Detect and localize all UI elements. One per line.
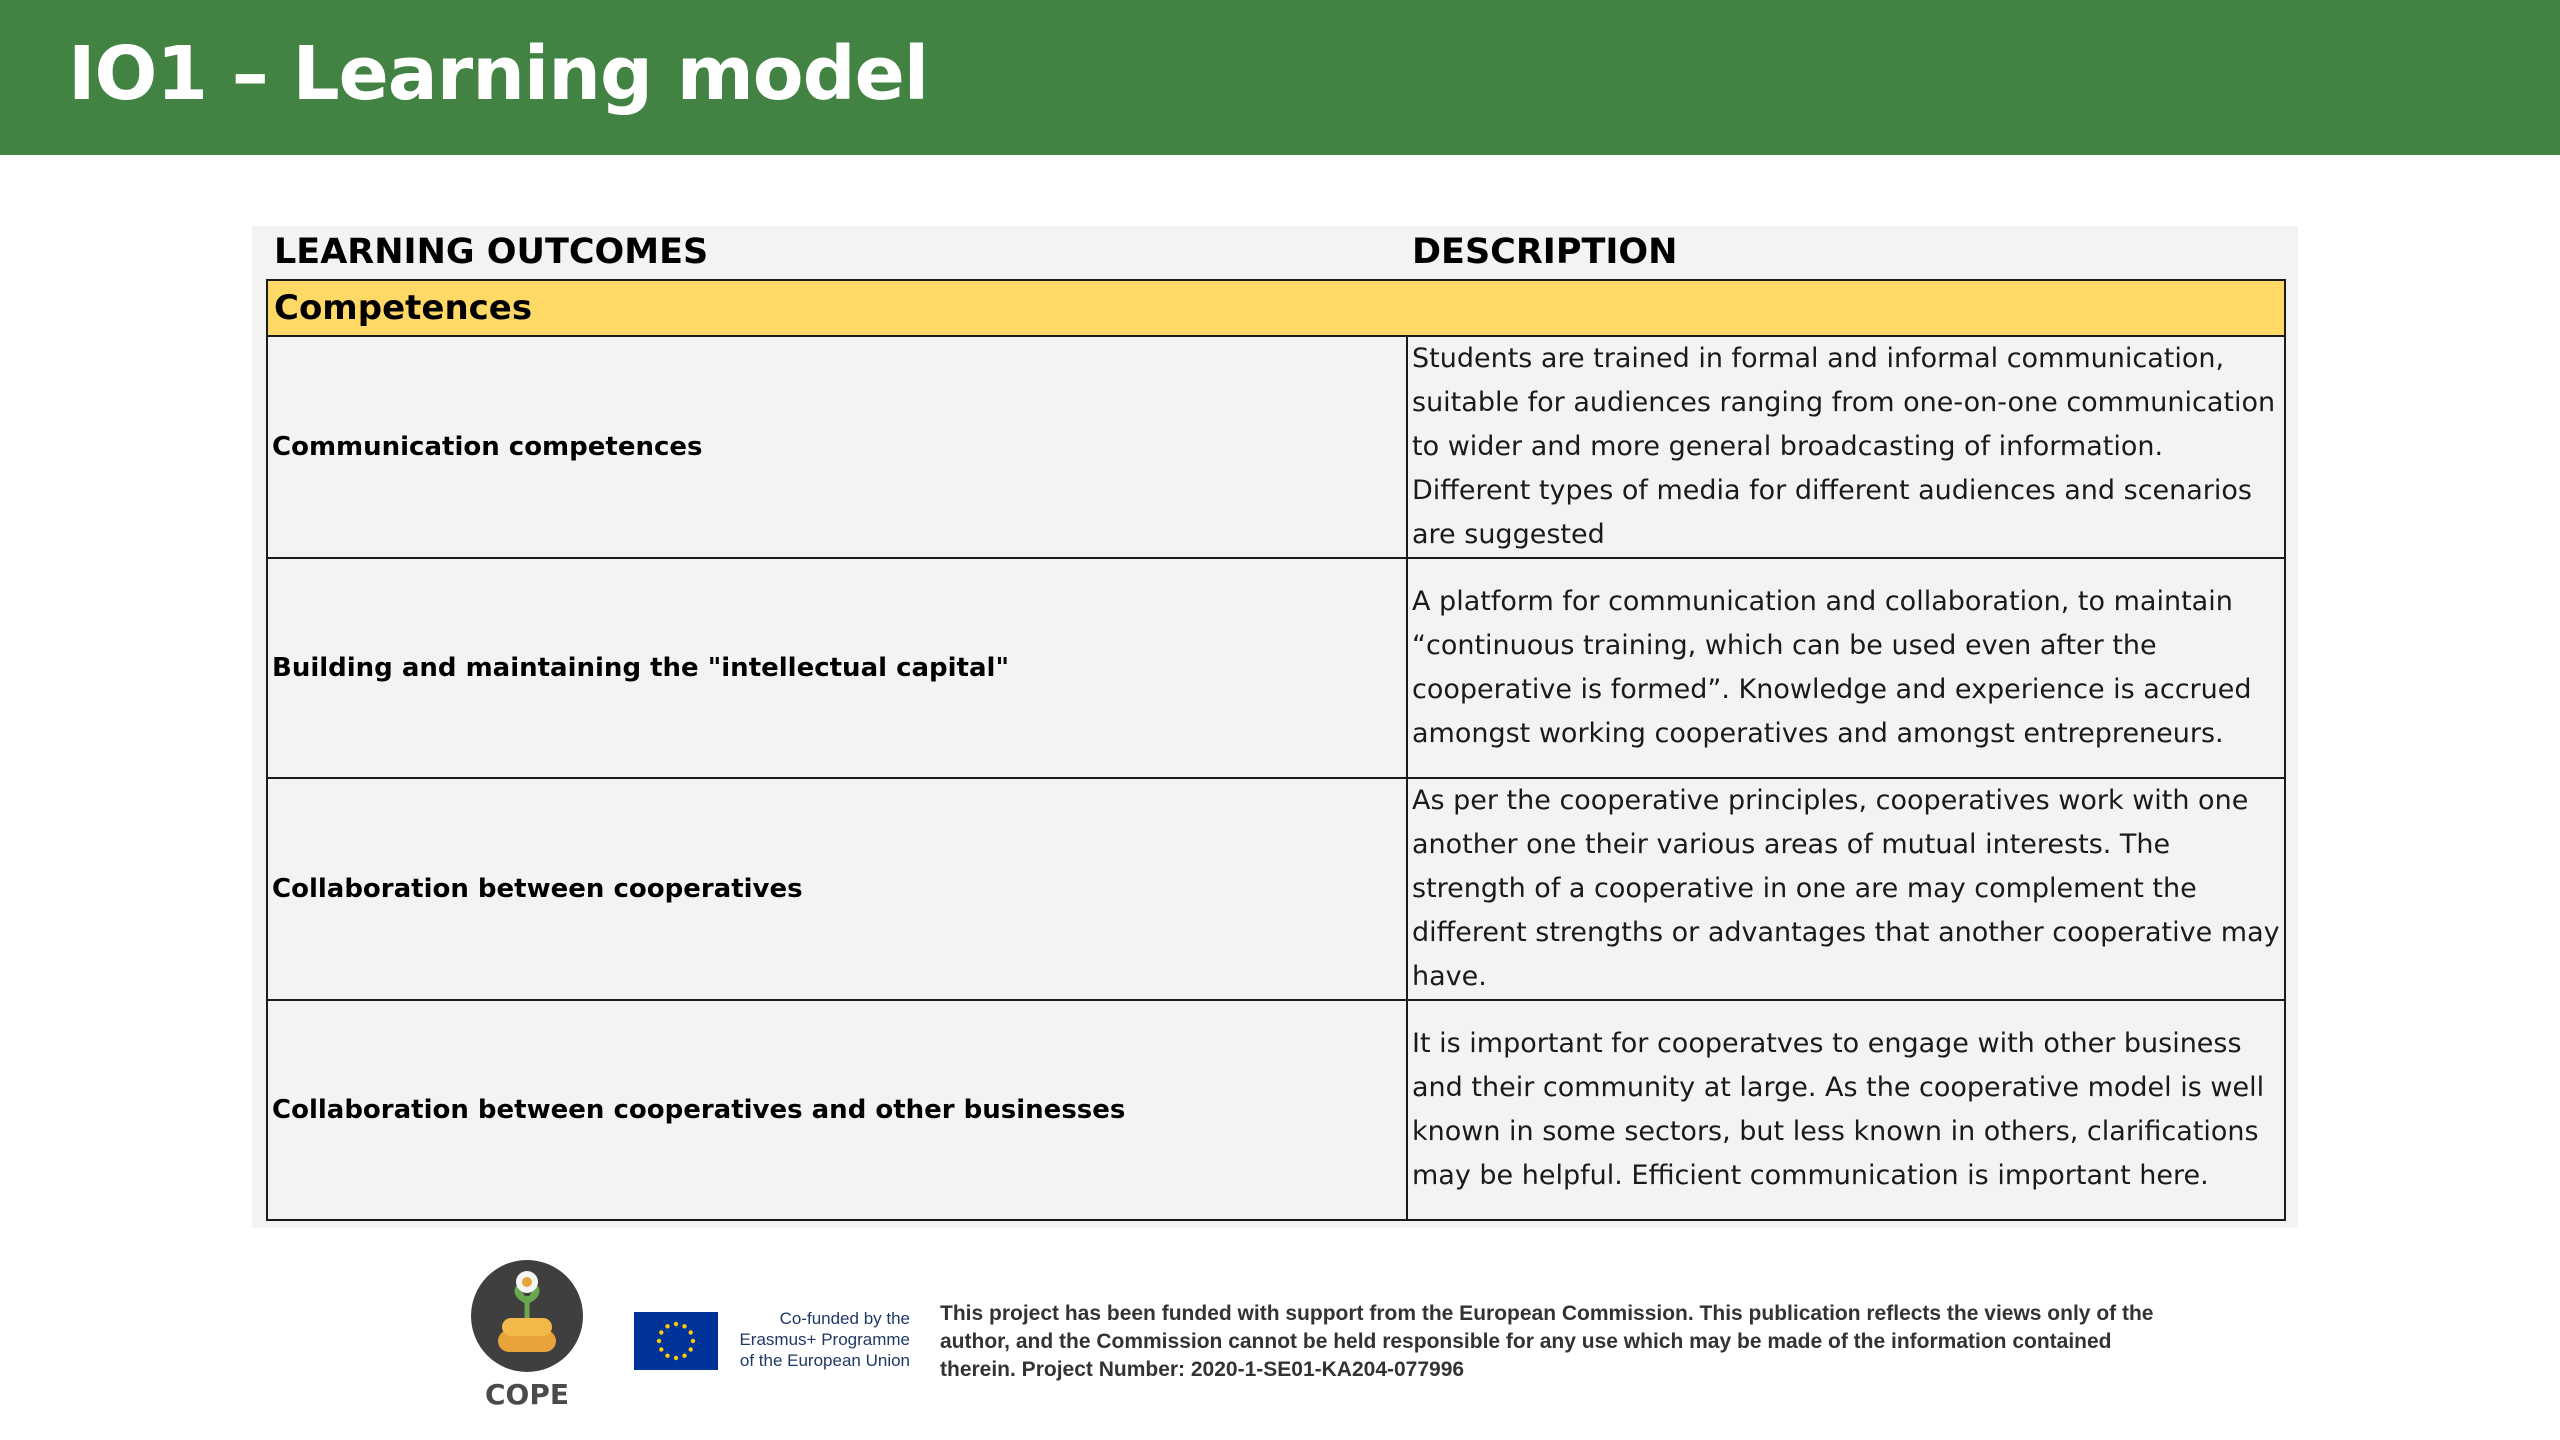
cope-logo-label: COPE bbox=[485, 1378, 569, 1411]
title-bar bbox=[0, 0, 2560, 155]
table-row bbox=[267, 778, 2285, 1000]
outcome-cell: Collaboration between cooperatives bbox=[267, 778, 1407, 1000]
page-title: IO1 – Learning model bbox=[68, 31, 929, 117]
section-label-competences: Competences bbox=[267, 280, 2285, 336]
outcome-cell: Communication competences bbox=[267, 336, 1407, 558]
description-cell: A platform for communication and collaboration, to maintain “continuous training, which can be used even after the cooperative is formed”. Knowledge and experience is accrued amongst working cooperatives and amongst entrepreneurs. bbox=[1407, 558, 2285, 778]
learning-outcomes-table bbox=[266, 279, 2286, 1221]
description-cell: Students are trained in formal and informal communication, suitable for audiences ranging from one-on-one communication to wider and more general broadcasting of information. Different types of media for different audiences and scenarios are suggested bbox=[1407, 336, 2285, 558]
table-row bbox=[267, 1000, 2285, 1220]
outcome-cell: Building and maintaining the "intellectual capital" bbox=[267, 558, 1407, 778]
table-row bbox=[267, 336, 2285, 558]
column-header-learning-outcomes: LEARNING OUTCOMES bbox=[274, 232, 709, 272]
section-row bbox=[267, 280, 2285, 336]
funding-disclaimer: This project has been funded with support from the European Commission. This publication reflects the views only of the author, and the Commission cannot be held responsible for any use which may be made of the information contained therein. Project Number: 2020-1-SE01-KA204-077996 bbox=[940, 1302, 2154, 1381]
description-cell: As per the cooperative principles, cooperatives work with one another one their various areas of mutual interests. The strength of a cooperative in one are may complement the different strengths or advantages that another cooperative may have. bbox=[1407, 778, 2285, 1000]
eu-flag-icon bbox=[634, 1312, 718, 1370]
eu-text-line: Erasmus+ Programme bbox=[739, 1330, 910, 1349]
eu-text-line: of the European Union bbox=[739, 1351, 910, 1370]
learning-outcomes-table-wrap bbox=[266, 279, 2284, 1221]
description-cell: It is important for cooperatves to engage with other business and their community at large. As the cooperative model is well known in some sectors, but less known in others, clarifications may be helpful. Efficient communication is important here. bbox=[1407, 1000, 2285, 1220]
eu-text-line: Co-funded by the bbox=[779, 1309, 910, 1328]
outcome-cell: Collaboration between cooperatives and other businesses bbox=[267, 1000, 1407, 1220]
erasmus-cofunded-text bbox=[726, 1308, 910, 1371]
column-header-description: DESCRIPTION bbox=[1412, 232, 1678, 272]
table-row bbox=[267, 558, 2285, 778]
